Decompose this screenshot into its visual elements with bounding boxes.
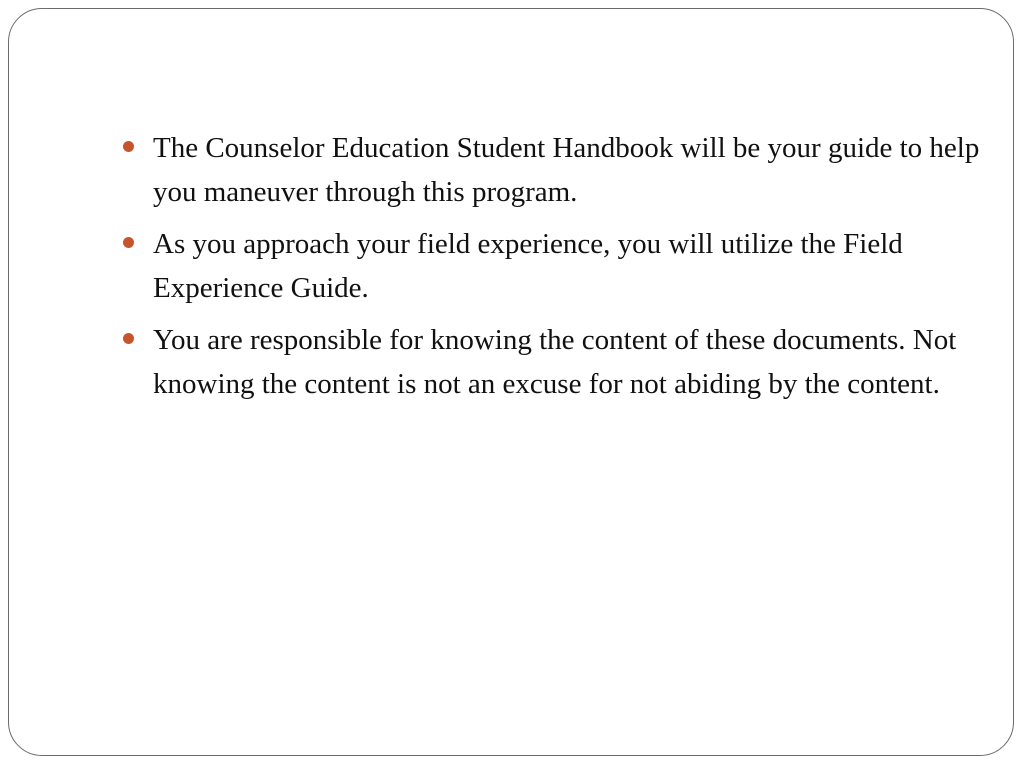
bullet-item-responsibility: [123, 318, 983, 406]
bullet-item-field-guide: [123, 222, 983, 310]
bullet-dot-icon: [123, 141, 134, 152]
slide-frame: [8, 8, 1014, 756]
bullet-dot-icon: [123, 333, 134, 344]
bullet-text: As you approach your field experience, you will utilize the Field Experience Guide.: [153, 228, 903, 304]
bullet-list: [123, 126, 983, 414]
bullet-dot-icon: [123, 237, 134, 248]
bullet-text: The Counselor Education Student Handbook will be your guide to help you maneuver through this program.: [153, 132, 980, 208]
bullet-item-handbook: [123, 126, 983, 214]
bullet-text: You are responsible for knowing the content of these documents. Not knowing the content is not an excuse for not abiding by the content.: [153, 324, 957, 400]
